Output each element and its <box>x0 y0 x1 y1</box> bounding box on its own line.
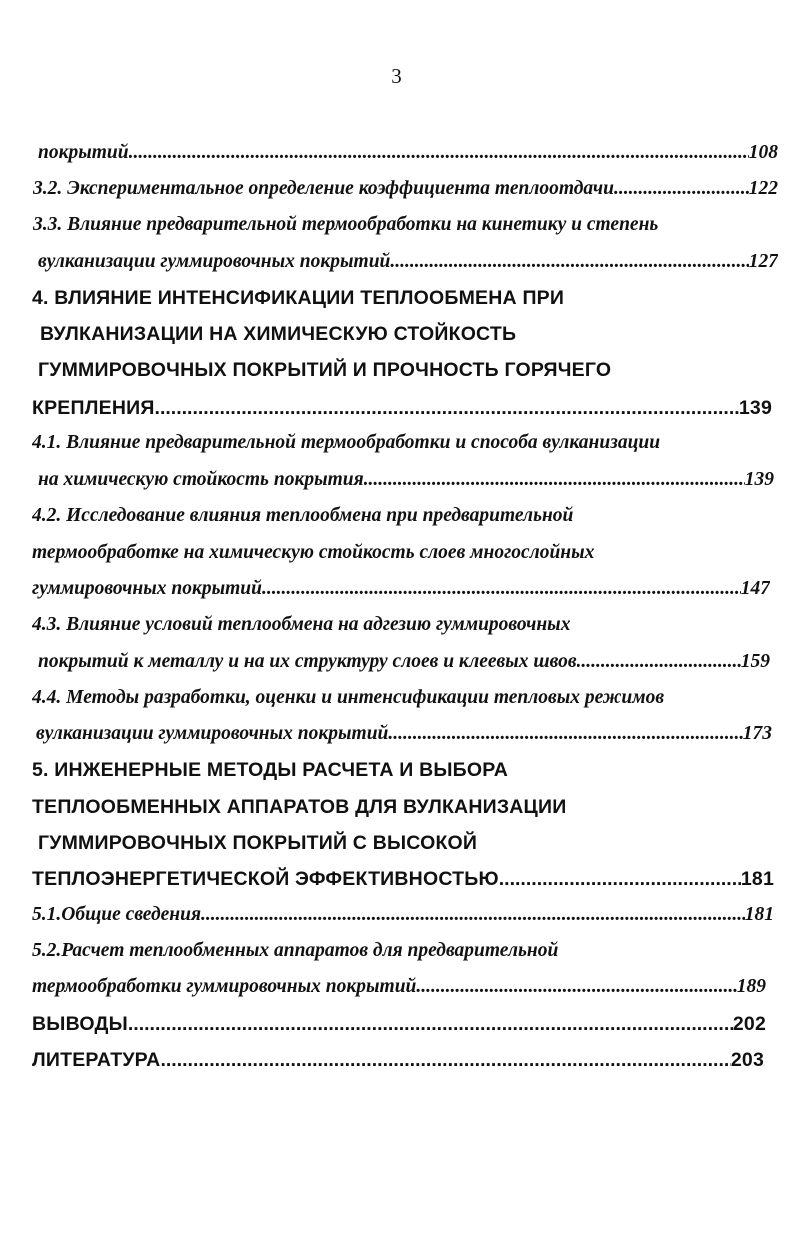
toc-entry-title: 4.3. Влияние условий теплообмена на адгезию гуммировочных <box>32 614 571 635</box>
toc-entry-line <box>32 430 660 456</box>
toc-heading-line <box>32 395 772 421</box>
leader-dots <box>416 974 736 1000</box>
toc-entry-line <box>32 540 594 566</box>
leader-dots <box>262 576 741 602</box>
leader-dots <box>129 140 749 166</box>
toc-page-number: 181 <box>740 868 774 890</box>
toc-entry-title: 5.1.Общие сведения <box>32 904 202 925</box>
toc-entry-line <box>32 902 774 928</box>
toc-heading-line <box>38 830 477 856</box>
toc-entry-line <box>32 938 558 964</box>
toc-page-number: 122 <box>748 178 778 199</box>
toc-entry-line <box>32 612 570 638</box>
leader-dots <box>128 1011 733 1037</box>
toc-page-number: 181 <box>744 904 774 925</box>
toc-entry-title: покрытий <box>38 142 129 163</box>
toc-page-number: 173 <box>742 723 772 744</box>
toc-entry-title: вулканизации гуммировочных покрытий <box>36 723 389 744</box>
toc-entry-title: 4. ВЛИЯНИЕ ИНТЕНСИФИКАЦИИ ТЕПЛООБМЕНА ПРИ <box>32 287 565 309</box>
toc-entry-title: 4.4. Методы разработки, оценки и интенсификации тепловых режимов <box>32 687 665 708</box>
toc-entry-line <box>36 721 772 747</box>
toc-entry-title: термообработки гуммировочных покрытий <box>32 976 417 997</box>
toc-entry-title: 5.2.Расчет теплообменных аппаратов для предварительной <box>32 940 559 961</box>
page-number: 3 <box>391 64 402 88</box>
toc-page-number: 189 <box>736 976 766 997</box>
toc-page-number: 127 <box>748 251 778 272</box>
toc-heading-line <box>32 285 564 311</box>
toc-entry-line <box>38 649 770 675</box>
toc-entry-line <box>32 685 664 711</box>
leader-dots <box>364 467 745 493</box>
leader-dots <box>160 1047 730 1073</box>
toc-entry-title: ТЕПЛОЭНЕРГЕТИЧЕСКОЙ ЭФФЕКТИВНОСТЬЮ <box>32 868 499 890</box>
toc-entry-line <box>32 503 573 529</box>
toc-entry-title: термообработке на химическую стойкость слоев многослойных <box>32 542 595 563</box>
toc-entry-title: на химическую стойкость покрытия <box>38 469 364 490</box>
leader-dots <box>390 249 748 275</box>
toc-entry-line <box>32 974 766 1000</box>
toc-page-number: 139 <box>738 397 772 419</box>
leader-dots <box>614 176 749 202</box>
toc-entry-line <box>38 140 778 166</box>
toc-entry-line <box>38 249 778 275</box>
leader-dots <box>577 649 741 675</box>
toc-entry-title: 3.3. Влияние предварительной термообработки на кинетику и степень <box>33 214 659 235</box>
leader-dots <box>201 902 745 928</box>
toc-heading-line <box>32 757 508 783</box>
toc-heading-line <box>32 866 774 892</box>
toc-entry-title: ЛИТЕРАТУРА <box>32 1049 161 1071</box>
leader-dots <box>499 866 741 892</box>
toc-entry-title: вулканизации гуммировочных покрытий <box>38 251 391 272</box>
toc-entry-line <box>38 467 774 493</box>
toc-page-number: 139 <box>744 469 774 490</box>
leader-dots <box>388 721 742 747</box>
toc-entry-line <box>33 176 778 202</box>
toc-entry-title: 4.1. Влияние предварительной термообработки и способа вулканизации <box>32 432 661 453</box>
toc-entry-title: 3.2. Экспериментальное определение коэффициента теплоотдачи <box>33 178 614 199</box>
toc-page-number: 147 <box>740 578 770 599</box>
toc-entry-title: ГУММИРОВОЧНЫХ ПОКРЫТИЙ И ПРОЧНОСТЬ ГОРЯЧЕГО <box>38 359 612 381</box>
toc-heading-line <box>32 1047 764 1073</box>
toc-entry-title: ВЫВОДЫ <box>32 1013 128 1035</box>
toc-heading-line <box>32 794 566 820</box>
toc-heading-line <box>38 357 611 383</box>
toc-page-number: 159 <box>740 651 770 672</box>
toc-entry-line <box>33 212 658 238</box>
toc-entry-title: ВУЛКАНИЗАЦИИ НА ХИМИЧЕСКУЮ СТОЙКОСТЬ <box>40 323 517 345</box>
toc-entry-title: КРЕПЛЕНИЯ <box>32 397 155 419</box>
toc-entry-title: ТЕПЛООБМЕННЫХ АППАРАТОВ ДЛЯ ВУЛКАНИЗАЦИИ <box>32 796 567 818</box>
toc-entry-title: 5. ИНЖЕНЕРНЫЕ МЕТОДЫ РАСЧЕТА И ВЫБОРА <box>32 759 509 781</box>
toc-heading-line <box>40 321 516 347</box>
toc-page-number: 108 <box>748 142 778 163</box>
toc-entry-line <box>32 576 770 602</box>
toc-page-number: 203 <box>730 1049 764 1071</box>
toc-entry-title: гуммировочных покрытий <box>32 578 262 599</box>
toc-page-number: 202 <box>732 1013 766 1035</box>
toc-entry-title: ГУММИРОВОЧНЫХ ПОКРЫТИЙ С ВЫСОКОЙ <box>38 832 478 854</box>
toc-heading-line <box>32 1011 766 1037</box>
leader-dots <box>155 395 739 421</box>
toc-entry-title: 4.2. Исследование влияния теплообмена при предварительной <box>32 505 574 526</box>
toc-entry-title: покрытий к металлу и на их структуру слоев и клеевых швов <box>38 651 577 672</box>
